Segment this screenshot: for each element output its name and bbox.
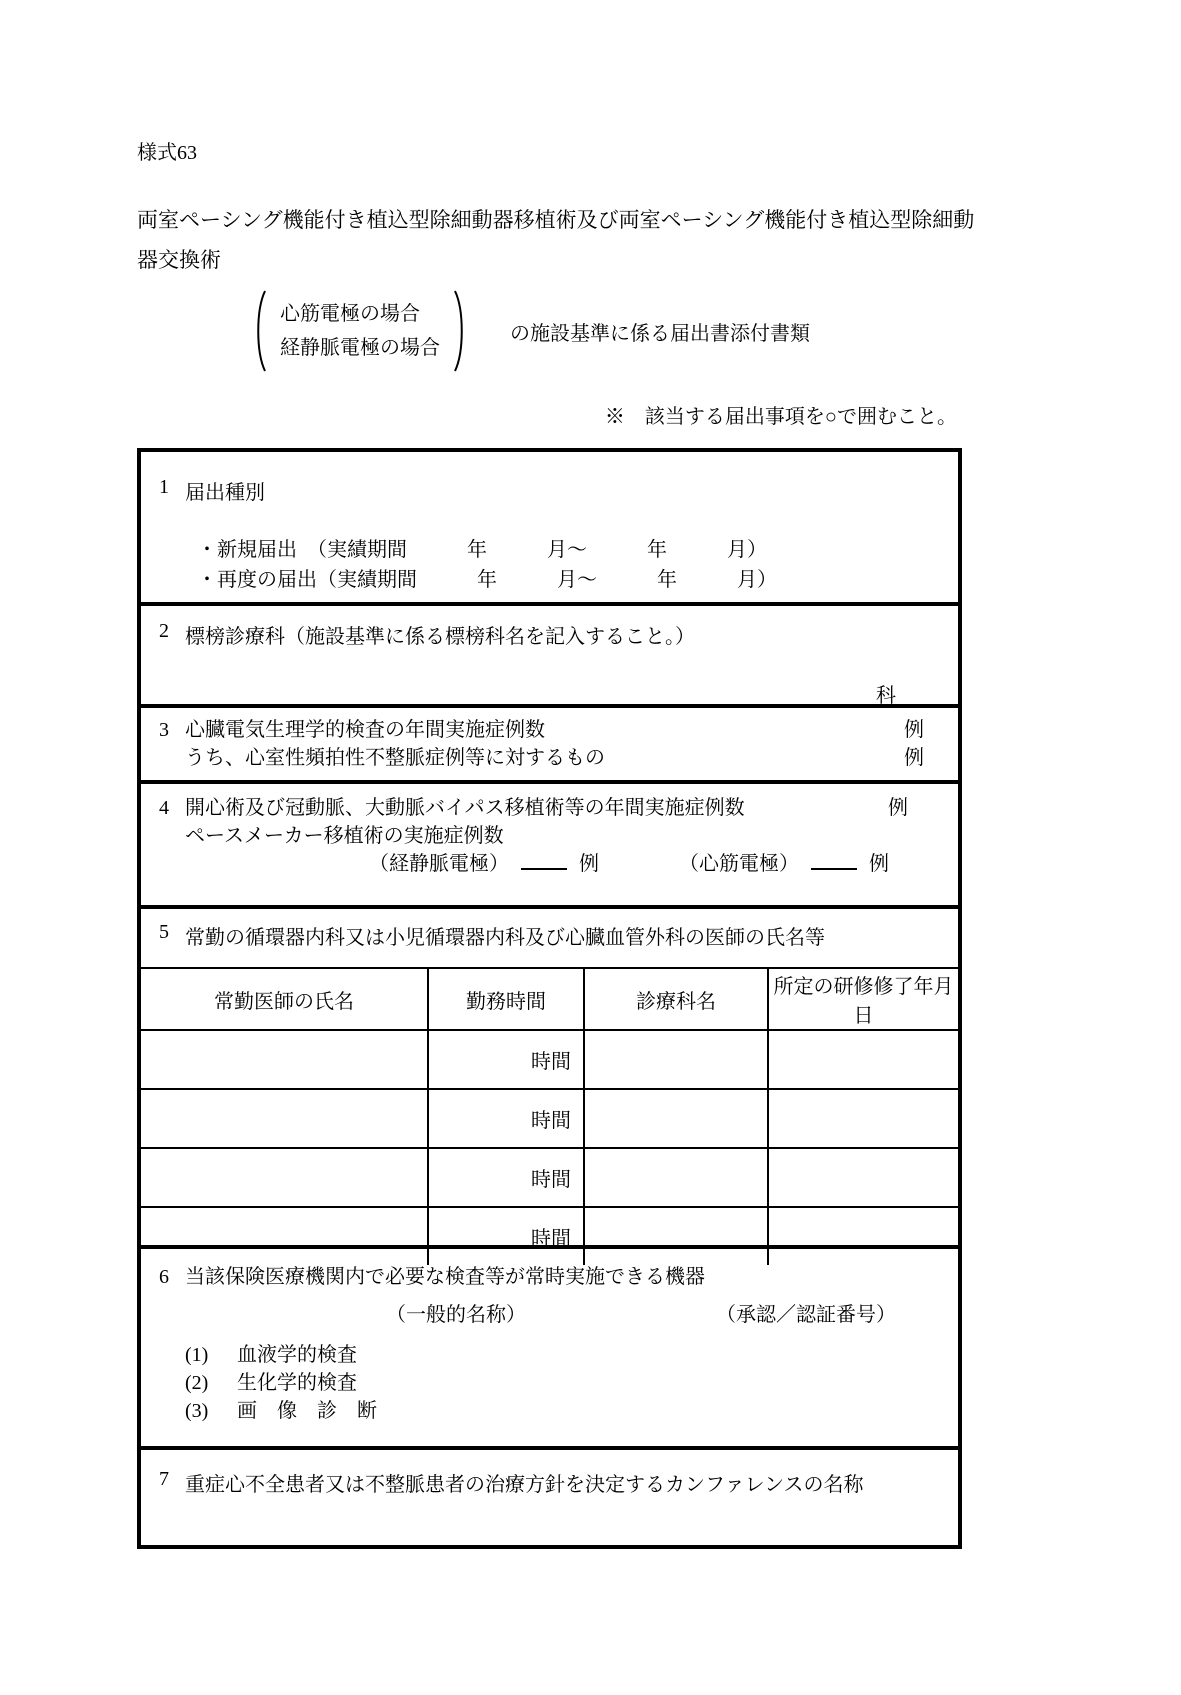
electrode-case-block [252,288,810,374]
cases-unit-right: 例 [869,853,889,875]
equipment-item-number: (1) [185,1344,209,1366]
training-date-cell [768,1148,958,1207]
physician-table [141,967,958,1265]
form-main-box [137,448,962,1549]
section-4-number: 4 [159,797,169,819]
section-1-notification-type [141,452,958,606]
header-training-completion-date: 所定の研修修了年月日 [768,968,958,1030]
section-7-title: 重症心不全患者又は不整脈患者の治療方針を決定するカンファレンスの名称 [185,1474,864,1496]
section-2-title: 標榜診療科（施設基準に係る標榜科名を記入すること。） [185,626,695,648]
electrode-case-lines [268,297,452,365]
myocardial-count-blank [811,850,857,870]
bullet-new-notification: ・新規届出 （実績期間 年 月～ 年 月） [197,539,767,561]
section-5-physicians [141,909,958,1249]
form-title-line2: 器交換術 [137,248,221,272]
cases-unit-2: 例 [904,747,924,769]
physician-table-row [141,1089,958,1148]
approval-number-column-label: （承認／認証番号） [716,1304,896,1326]
cases-unit-3: 例 [888,797,908,819]
section-6-equipment [141,1249,958,1450]
department-cell [584,1030,768,1089]
equipment-item [141,1369,958,1397]
section-3-line2: うち、心室性頻拍性不整脈症例等に対するもの [185,747,605,769]
section-4-surgery-cases [141,784,958,909]
section-3-ep-study-cases [141,708,958,784]
myocardial-electrode-label: （心筋電極） [679,853,799,875]
left-paren-icon [252,288,268,374]
circle-instruction-note: ※ 該当する届出事項を○で囲むこと。 [604,406,957,428]
form-title-line1: 両室ペーシング機能付き植込型除細動器移植術及び両室ペーシング機能付き植込型除細動 [137,208,975,232]
department-unit-label: 科 [876,685,896,707]
physician-table-row [141,1030,958,1089]
section-6-number: 6 [159,1266,169,1288]
equipment-item-label: 画 像 診 断 [237,1400,377,1422]
header-physician-name: 常勤医師の氏名 [141,968,428,1030]
transvenous-electrode-label: （経静脈電極） [369,853,509,875]
section-4-line1: 開心術及び冠動脈、大動脈バイパス移植術等の年間実施症例数 [185,797,745,819]
transvenous-count-blank [521,850,567,870]
cases-unit-left: 例 [579,853,599,875]
physician-name-cell [141,1030,428,1089]
right-paren-icon [452,288,468,374]
section-5-number: 5 [159,921,169,943]
equipment-item-label: 生化学的検査 [237,1372,357,1394]
hours-unit-cell: 時間 [428,1148,584,1207]
section-4-line2: ペースメーカー移植術の実施症例数 [185,825,504,847]
hours-unit-cell: 時間 [428,1030,584,1089]
equipment-item-label: 血液学的検査 [237,1344,357,1366]
training-date-cell [768,1089,958,1148]
department-cell [584,1148,768,1207]
section-7-conference [141,1450,958,1547]
section-5-title: 常勤の循環器内科又は小児循環器内科及び心臓血管外科の医師の氏名等 [185,927,825,949]
cases-unit-1: 例 [904,719,924,741]
bracket-suffix: の施設基準に係る届出書添付書類 [510,322,810,345]
physician-table-header-row [141,968,958,1030]
header-department-name: 診療科名 [584,968,768,1030]
physician-table-row [141,1148,958,1207]
section-6-title: 当該保険医療機関内で必要な検査等が常時実施できる機器 [185,1266,705,1288]
section-2-listed-departments [141,606,958,708]
section-2-number: 2 [159,620,169,642]
generic-name-column-label: （一般的名称） [386,1304,526,1326]
training-date-cell [768,1030,958,1089]
section-1-title: 届出種別 [185,482,265,504]
section-7-number: 7 [159,1468,169,1490]
section-1-number: 1 [159,476,169,498]
physician-name-cell [141,1148,428,1207]
hours-unit-cell: 時間 [428,1089,584,1148]
equipment-item-number: (3) [185,1400,209,1422]
physician-name-cell [141,1089,428,1148]
section-3-line1: 心臓電気生理学的検査の年間実施症例数 [185,719,545,741]
section-3-number: 3 [159,719,169,741]
header-working-hours: 勤務時間 [428,968,584,1030]
equipment-item-number: (2) [185,1372,209,1394]
form-number: 様式63 [137,142,197,164]
form-title [137,200,977,280]
hours-unit-cell: 時間 [428,1207,584,1265]
electrode-case-bracket [252,288,468,374]
equipment-item [141,1341,958,1369]
equipment-item [141,1397,958,1425]
bullet-repeat-notification: ・再度の届出（実績期間 年 月～ 年 月） [197,569,777,591]
transvenous-electrode-case: 経静脈電極の場合 [280,337,440,359]
department-cell [584,1089,768,1148]
myocardial-electrode-case: 心筋電極の場合 [280,303,420,325]
